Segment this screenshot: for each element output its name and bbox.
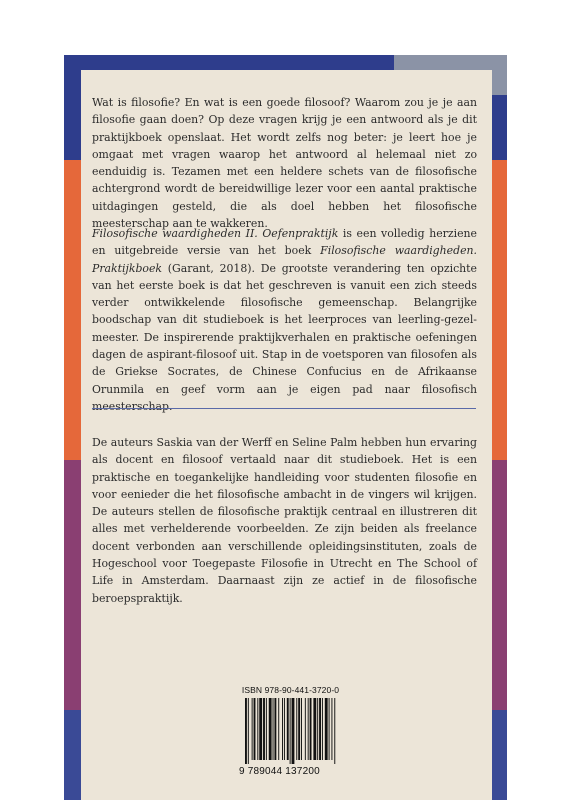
barcode-bar [292,698,295,764]
blurb-paragraph-authors [92,434,477,607]
paragraph-authors-text: De auteurs Saskia van der Werff en Seline Palm hebben hun ervaring als docent en filosoof vertaald naar dit studieboek. Het is een praktische en toegankelijke handleiding voor studenten filosofie en voor eenieder die het filosofische ambacht in de vingers wil krijgen. De auteurs stellen de filosofische praktijk centraal en illustreren dit alles met verhelderende voorbeelden. Ze zijn beiden als freelance docent verbonden aan verschillende opleidingsinstituten, zoals de Hogeschool voor Toegepaste Filosofie in Utrecht en The School of Life in Amsterdam. Daarnaast zijn ze actief in de filosofische beroepspraktijk. [92,436,477,605]
barcode-bar [274,698,276,760]
barcode-number: 9 789044 137200 [239,766,320,777]
paragraph-book-part-2: (Garant, 2018). De grootste verandering ten opzichte van het eerste boek is dat het geschreven is vanuit een zich steeds verder ontwikkelende filosofische gemeenschap. Belangrijke boodschap van dit studieboek is het leerproces van leerling-gezel-meester. De inspirerende praktijkverhalen en praktische oefeningen dagen de aspirant-filosoof uit. Stap in de voetsporen van filosofen als de Griekse Socrates, de Chinese Confucius en de Afrikaanse Orunmila en geef vorm aan je eigen pad naar filosofisch meesterschap. [92,261,477,413]
barcode-bars [239,698,342,764]
barcode-bar [282,698,283,760]
text-panel [81,70,492,800]
paragraph-book-text [92,225,477,415]
barcode-bar [319,698,321,760]
book-title: Filosofische waardigheden II. Oefenpraktijk [92,227,339,240]
barcode-bar [287,698,289,760]
barcode-bar [331,698,332,760]
barcode-bar [298,698,300,760]
barcode-bar [313,698,316,760]
barcode-bar [329,698,330,760]
barcode-bar [254,698,256,760]
barcode-bar [278,698,279,760]
blurb-paragraph-book [92,225,477,415]
barcode-bar [325,698,328,760]
isbn-barcode [239,685,342,780]
barcode-bar [269,698,272,760]
section-divider [92,408,476,409]
paragraph-intro-text: Wat is filosofie? En wat is een goede filosoof? Waarom zou je je aan filosofie gaan doen? Op deze vragen krijg je een antwoord als je dit praktijkboek openslaat. Het wordt zelfs nog beter: je leert hoe je omgaat met vragen waarop het antwoord al helemaal niet zo eenduidig is. Tezamen met een heldere schets van de filosofische achtergrond wordt de bereidwillige lezer voor een aantal praktische uitdagingen gesteld, die als doel hebben het filosofische meesterschap aan te wakkeren. [92,96,477,231]
barcode-bar [308,698,309,760]
barcode-bar [305,698,306,760]
barcode-bar [290,698,291,764]
barcode-bar [317,698,318,760]
barcode-bar [266,698,267,760]
barcode-bar [259,698,262,760]
blurb-paragraph-intro [92,94,477,232]
barcode-bar [248,698,249,764]
barcode-bar [310,698,312,760]
barcode-bar [273,698,274,760]
paragraph-book-part-1: is een volledig herziene en uitgebreide versie van het boek [92,227,477,258]
barcode-bar [296,698,297,760]
barcode-bar [245,698,247,764]
previous-book-title: Filosofische waardigheden. Praktijkboek [92,244,477,275]
barcode-bar [301,698,302,760]
barcode-bar [252,698,253,760]
barcode-bar [263,698,265,760]
barcode-bar [322,698,323,760]
barcode-bar [284,698,285,760]
barcode-bar [334,698,335,764]
isbn-label: ISBN 978-90-441-3720-0 [241,685,340,695]
barcode-bar [257,698,258,760]
